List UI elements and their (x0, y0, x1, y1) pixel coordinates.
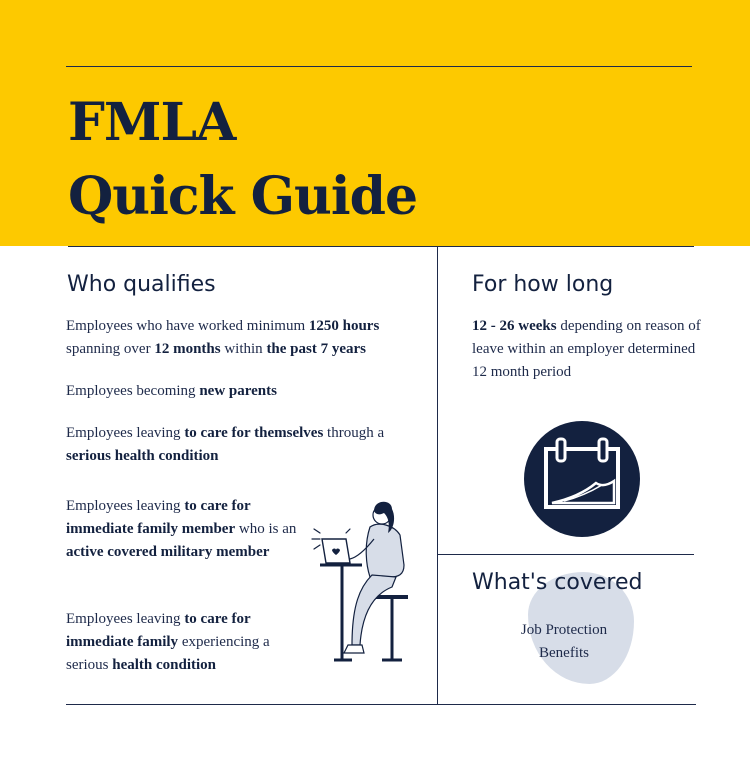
emphasis-text: the past 7 years (266, 341, 367, 357)
title-line-2: Quick Guide (68, 166, 418, 227)
top-rule (66, 66, 692, 67)
body-text: Employees who have worked minimum (66, 318, 309, 334)
title-line-1: FMLA (68, 92, 236, 153)
emphasis-text: 12 months (154, 341, 221, 357)
bottom-rule (66, 704, 696, 705)
body-text: who is an (235, 521, 297, 537)
emphasis-text: 1250 hours (308, 318, 380, 334)
body-text: Employees leaving (66, 498, 185, 514)
calendar-chart-icon (524, 421, 640, 537)
emphasis-text: active covered military member (66, 544, 270, 560)
emphasis-text: 12 - 26 weeks (472, 318, 557, 334)
qualify-item (66, 315, 426, 361)
qualify-item (66, 608, 306, 677)
body-text: experiencing a serious (66, 634, 270, 673)
emphasis-text: to care for immediate family (66, 611, 251, 650)
how-long-body (472, 315, 702, 384)
emphasis-text: serious health condition (66, 448, 219, 464)
body-text: within (220, 341, 267, 357)
body-text: Employees becoming (66, 383, 200, 399)
qualify-item (66, 380, 426, 403)
woman-at-laptop-illustration (300, 495, 425, 665)
emphasis-text: health condition (112, 657, 217, 673)
page-title (68, 86, 417, 234)
column-divider (437, 246, 438, 704)
body-text: through a (323, 425, 385, 441)
body-text: spanning over (66, 341, 155, 357)
how-long-heading: For how long (472, 272, 614, 297)
who-qualifies-heading: Who qualifies (67, 272, 216, 297)
right-column-divider (437, 554, 694, 555)
covered-item-job-protection: Job Protection (520, 622, 608, 638)
qualify-item (66, 422, 426, 468)
whats-covered-heading: What's covered (472, 570, 643, 595)
body-text: Employees leaving (66, 611, 185, 627)
qualify-item (66, 495, 306, 564)
body-text: depending on reason of leave within an employer determined 12 month period (472, 318, 701, 380)
emphasis-text: to care for immediate family member (66, 498, 251, 537)
body-text: Employees leaving (66, 425, 185, 441)
emphasis-text: new parents (199, 383, 277, 399)
covered-item-benefits: Benefits (539, 645, 589, 661)
emphasis-text: to care for themselves (184, 425, 324, 441)
header-bottom-rule (68, 246, 694, 247)
